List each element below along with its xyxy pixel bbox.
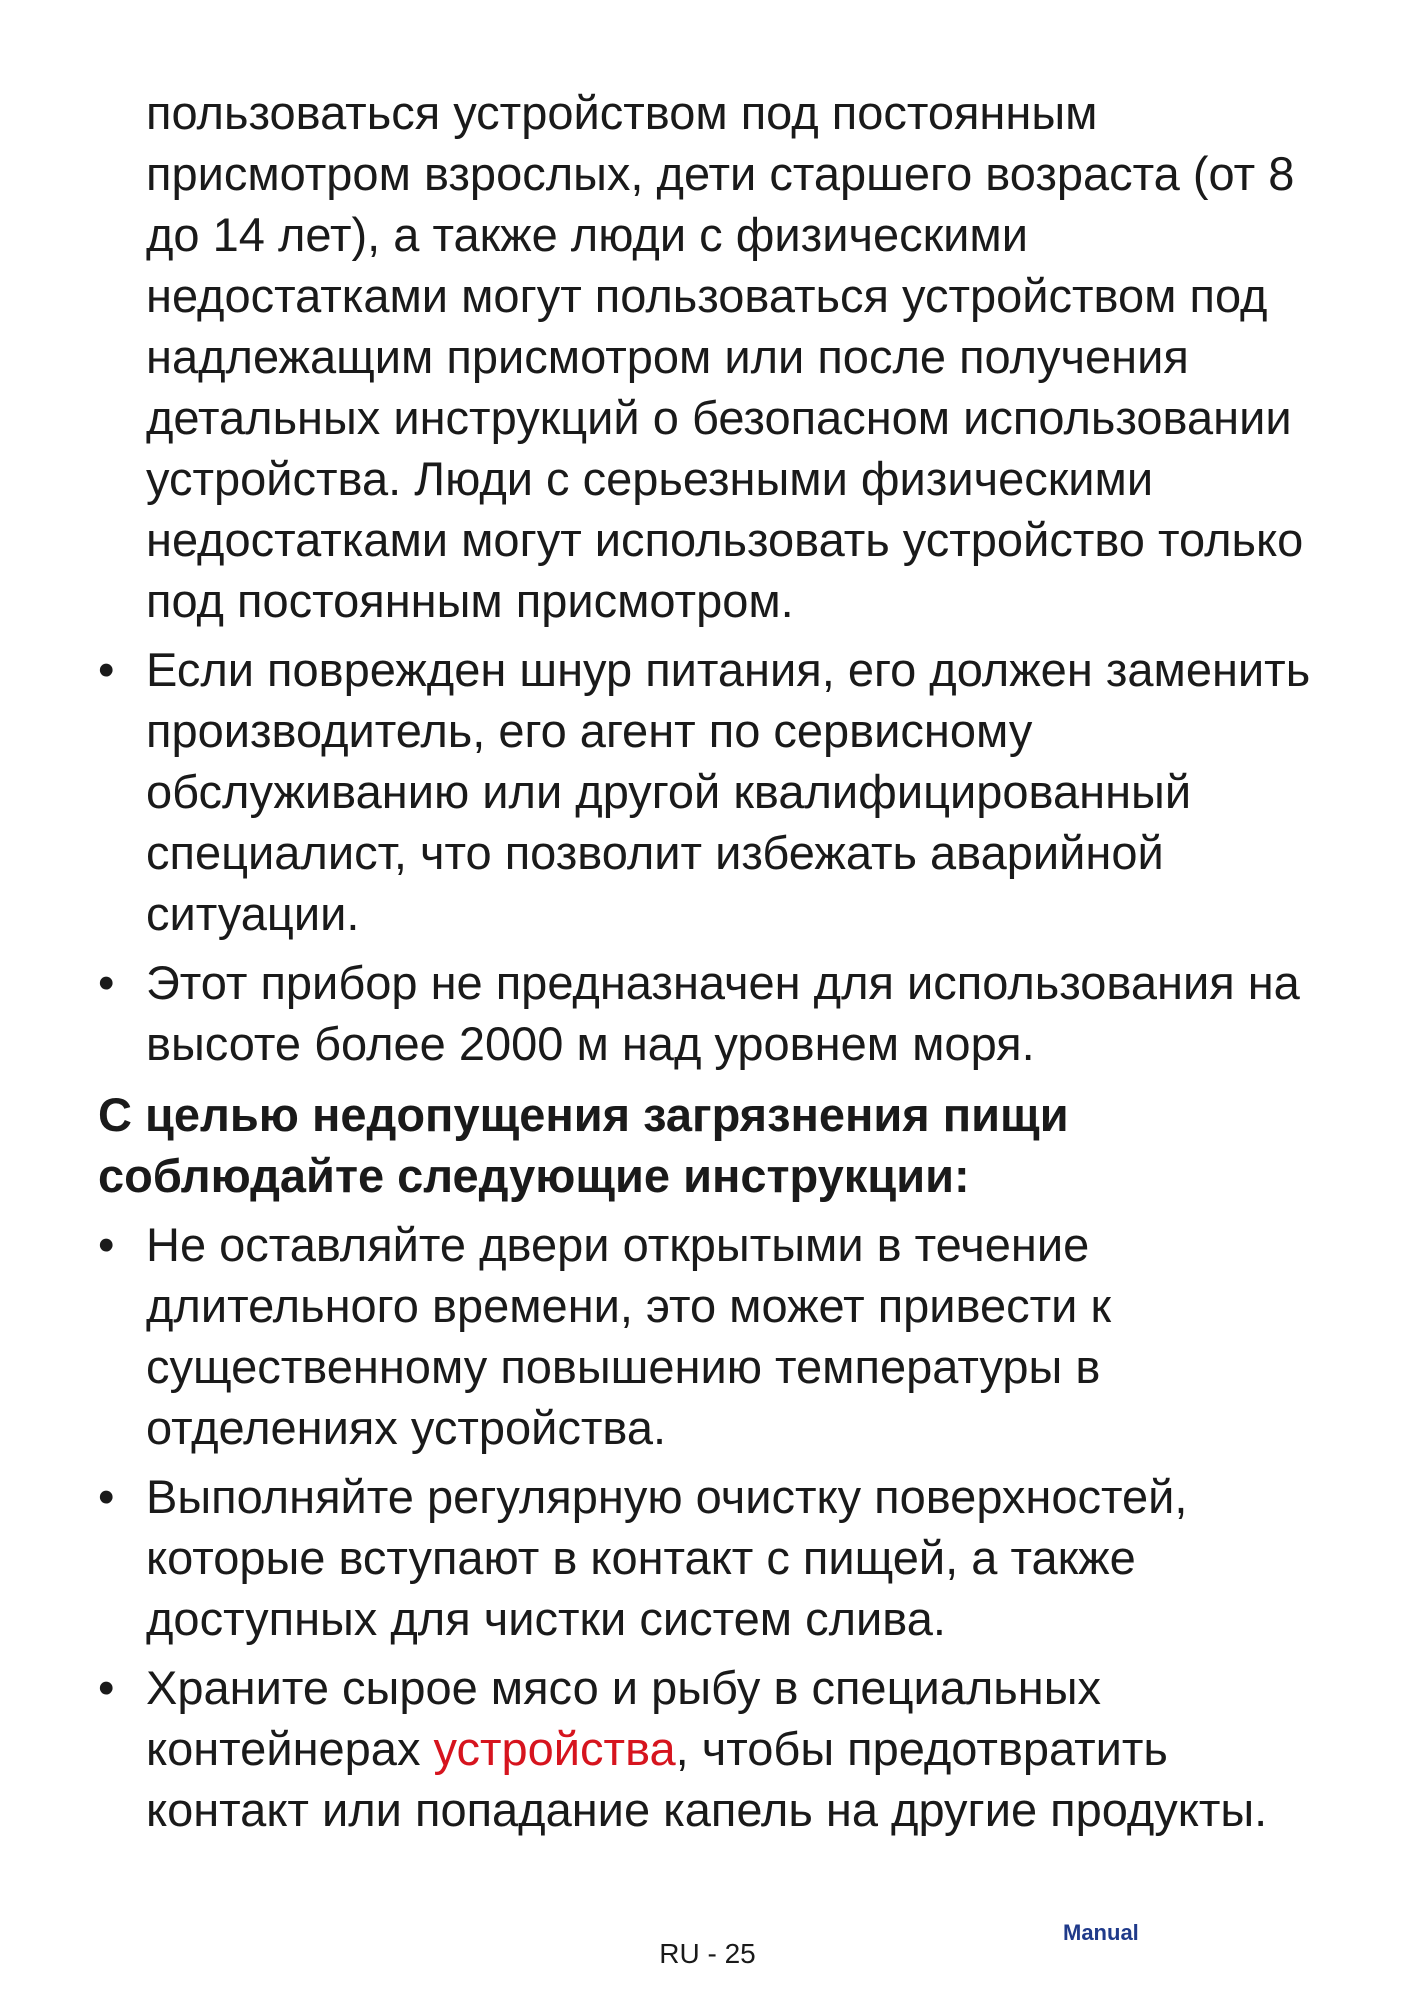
bullet-icon: • bbox=[98, 1470, 115, 1523]
list-item-text: Если поврежден шнур питания, его должен заменить производитель, его агент по сервисному обслуживанию или другой квалифицированный специалист, что позволит избежать аварийной ситуации. bbox=[146, 643, 1311, 940]
bullet-icon: • bbox=[98, 1218, 115, 1271]
list-item bbox=[98, 1214, 1338, 1458]
list-item bbox=[98, 639, 1338, 944]
section-heading: С целью недопущения загрязнения пищи соблюдайте следующие инструкции: bbox=[98, 1088, 1069, 1202]
manual-logo: Manual bbox=[1063, 1920, 1139, 1945]
intro-paragraph: пользоваться устройством под постоянным присмотром взрослых, дети старшего возраста (от 8 до 14 лет), а также люди с физическими недостатками могут пользоваться устройством под надлежащим присмотром или после получения детальных инструкций о безопасном использовании устройства. Люди с серьезными физическими недостатками могут использовать устройство только под постоянным присмотром. bbox=[146, 86, 1304, 627]
list-item-text: Этот прибор не предназначен для использования на высоте более 2000 м над уровнем моря. bbox=[146, 956, 1300, 1070]
bullet-icon: • bbox=[98, 643, 115, 696]
list-item bbox=[98, 1466, 1338, 1649]
highlighted-word: устройства bbox=[433, 1722, 676, 1775]
bullet-icon: • bbox=[98, 956, 115, 1009]
list-item bbox=[98, 952, 1338, 1074]
list-item bbox=[98, 1657, 1338, 1840]
list-item-text: Выполняйте регулярную очистку поверхностей, которые вступают в контакт с пищей, а также доступных для чистки систем слива. bbox=[146, 1470, 1188, 1645]
page-content bbox=[98, 82, 1338, 1840]
list-item-text: Не оставляйте двери открытыми в течение длительного времени, это может привести к существенному повышению температуры в отделениях устройства. bbox=[146, 1218, 1112, 1454]
list-item-text-start: Храните сырое мясо и рыбу в специальных контейнерах bbox=[146, 1661, 1102, 1775]
bullet-icon: • bbox=[98, 1661, 115, 1714]
list-item-text-end: , чтобы предотвратить контакт или попадание капель на другие продукты. bbox=[146, 1722, 1268, 1836]
list-item-text bbox=[146, 1661, 1267, 1836]
page-number: RU - 25 bbox=[659, 1938, 756, 1969]
